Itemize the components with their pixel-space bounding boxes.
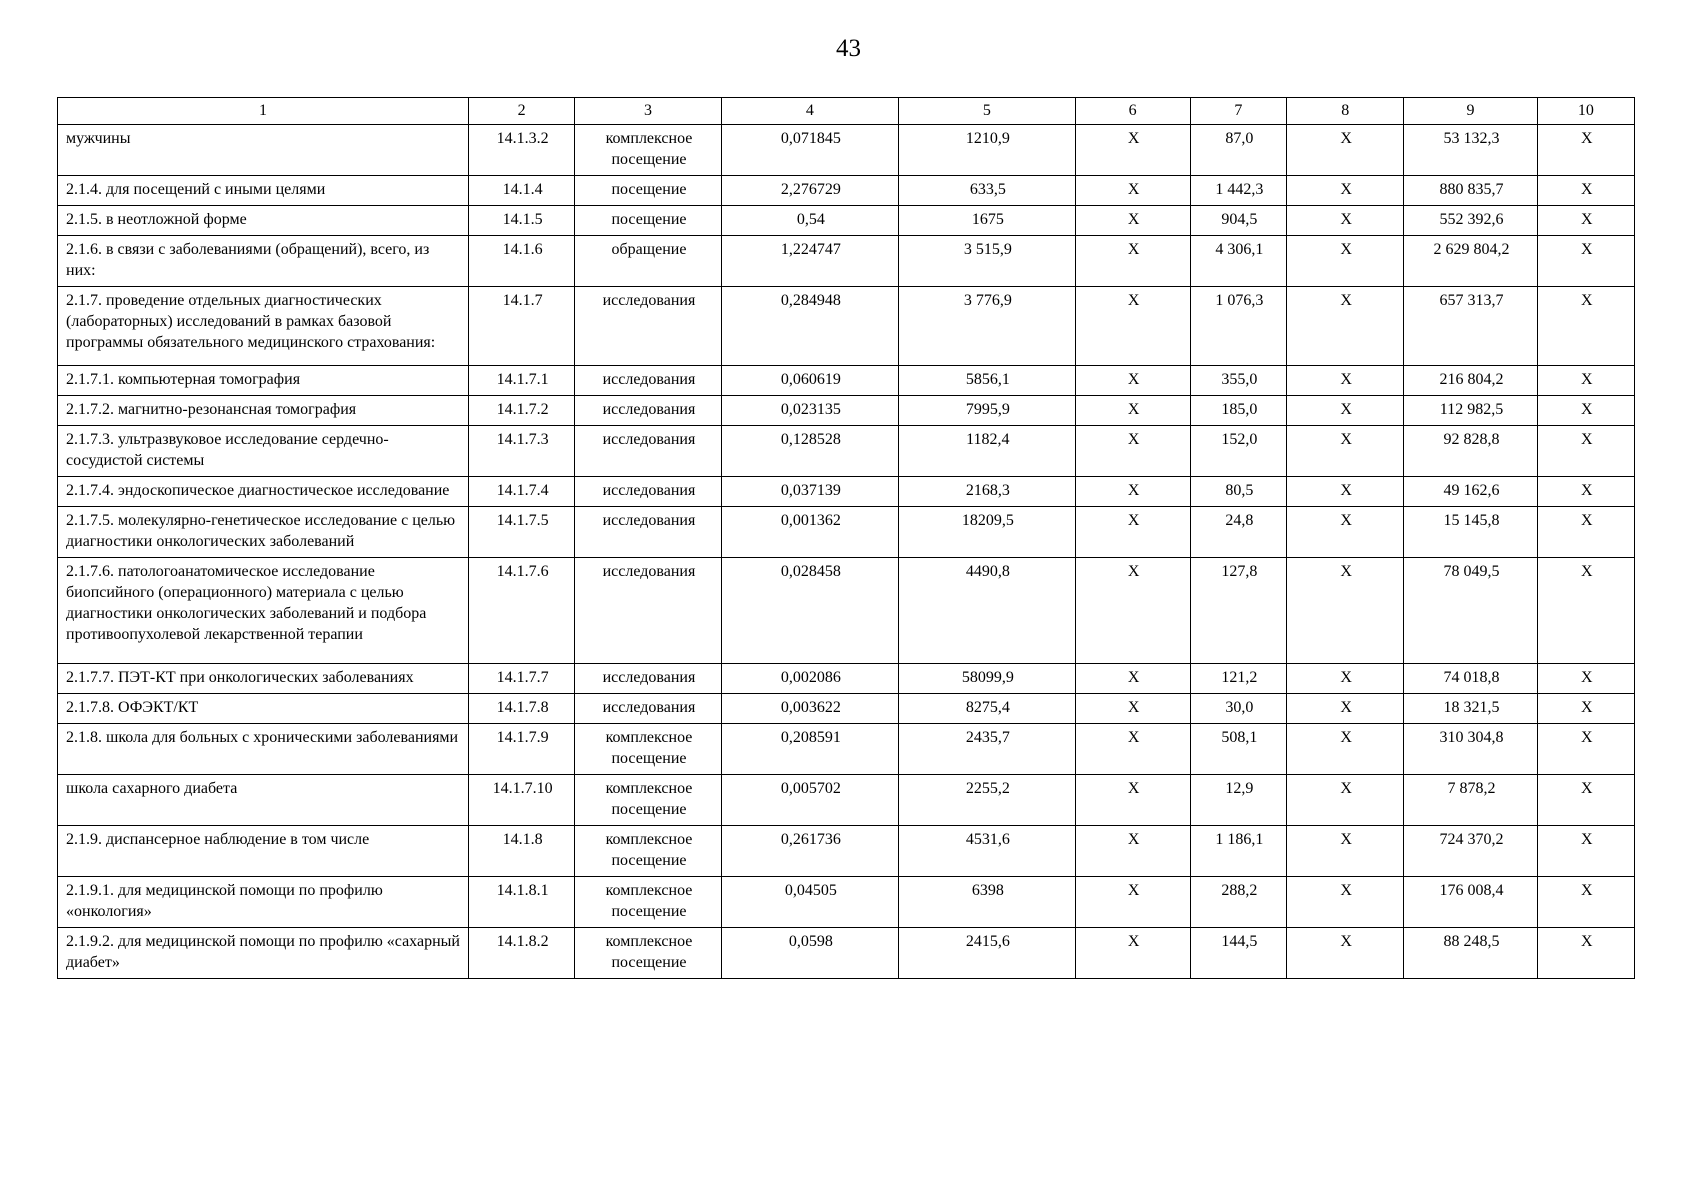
row-value-cell: 1675 xyxy=(899,206,1075,236)
row-value-cell: Х xyxy=(1287,396,1404,426)
row-value-cell: Х xyxy=(1075,366,1190,396)
row-value-cell: Х xyxy=(1075,507,1190,558)
row-unit-cell: обращение xyxy=(575,236,721,287)
page-number: 43 xyxy=(836,35,861,62)
row-value-cell: Х xyxy=(1287,877,1404,928)
row-value-cell: 0,0598 xyxy=(721,928,898,979)
row-value-cell: 185,0 xyxy=(1190,396,1286,426)
row-value-cell: 4 306,1 xyxy=(1190,236,1286,287)
row-name-cell: 2.1.9. диспансерное наблюдение в том числе xyxy=(58,826,469,877)
row-value-cell: Х xyxy=(1537,366,1634,396)
row-unit-cell: исследования xyxy=(575,287,721,366)
row-value-cell: 2,276729 xyxy=(721,176,898,206)
row-value-cell: 0,005702 xyxy=(721,775,898,826)
row-unit-cell: посещение xyxy=(575,206,721,236)
row-value-cell: Х xyxy=(1075,477,1190,507)
row-value-cell: 7 878,2 xyxy=(1404,775,1537,826)
row-value-cell: Х xyxy=(1287,366,1404,396)
row-value-cell: 552 392,6 xyxy=(1404,206,1537,236)
table-row xyxy=(58,477,1635,507)
row-value-cell: 18209,5 xyxy=(899,507,1075,558)
data-table xyxy=(57,97,1635,979)
row-value-cell: Х xyxy=(1537,664,1634,694)
column-header: 8 xyxy=(1287,98,1404,125)
row-value-cell: 4531,6 xyxy=(899,826,1075,877)
row-value-cell: 18 321,5 xyxy=(1404,694,1537,724)
row-value-cell: Х xyxy=(1075,694,1190,724)
row-value-cell: 87,0 xyxy=(1190,125,1286,176)
table-row xyxy=(58,826,1635,877)
row-value-cell: Х xyxy=(1075,826,1190,877)
table-row xyxy=(58,928,1635,979)
row-value-cell: 0,54 xyxy=(721,206,898,236)
row-value-cell: 1182,4 xyxy=(899,426,1075,477)
row-value-cell: Х xyxy=(1537,176,1634,206)
row-code-cell: 14.1.7.6 xyxy=(469,558,575,664)
row-code-cell: 14.1.4 xyxy=(469,176,575,206)
row-value-cell: Х xyxy=(1075,396,1190,426)
row-value-cell: Х xyxy=(1287,928,1404,979)
column-header: 1 xyxy=(58,98,469,125)
row-value-cell: Х xyxy=(1537,396,1634,426)
row-code-cell: 14.1.7.9 xyxy=(469,724,575,775)
row-value-cell: Х xyxy=(1075,287,1190,366)
row-code-cell: 14.1.7.5 xyxy=(469,507,575,558)
row-value-cell: 121,2 xyxy=(1190,664,1286,694)
column-header: 7 xyxy=(1190,98,1286,125)
row-value-cell: Х xyxy=(1287,724,1404,775)
row-name-cell: мужчины xyxy=(58,125,469,176)
row-name-cell: 2.1.7.6. патологоанатомическое исследование биопсийного (операционного) материала с целью диагностики онкологических заболеваний и подбора противоопухолевой лекарственной терапии xyxy=(58,558,469,664)
row-value-cell: 53 132,3 xyxy=(1404,125,1537,176)
row-name-cell: 2.1.7.2. магнитно-резонансная томография xyxy=(58,396,469,426)
row-value-cell: 288,2 xyxy=(1190,877,1286,928)
row-name-cell: 2.1.5. в неотложной форме xyxy=(58,206,469,236)
row-code-cell: 14.1.7 xyxy=(469,287,575,366)
row-value-cell: 0,003622 xyxy=(721,694,898,724)
row-value-cell: 0,208591 xyxy=(721,724,898,775)
row-value-cell: 74 018,8 xyxy=(1404,664,1537,694)
row-code-cell: 14.1.7.2 xyxy=(469,396,575,426)
row-value-cell: 58099,9 xyxy=(899,664,1075,694)
row-value-cell: Х xyxy=(1537,826,1634,877)
row-value-cell: 78 049,5 xyxy=(1404,558,1537,664)
row-value-cell: 216 804,2 xyxy=(1404,366,1537,396)
row-value-cell: Х xyxy=(1537,775,1634,826)
row-value-cell: Х xyxy=(1287,664,1404,694)
row-value-cell: 2435,7 xyxy=(899,724,1075,775)
row-value-cell: Х xyxy=(1287,287,1404,366)
row-unit-cell: комплексное посещение xyxy=(575,125,721,176)
row-unit-cell: посещение xyxy=(575,176,721,206)
table-row xyxy=(58,236,1635,287)
row-value-cell: Х xyxy=(1287,206,1404,236)
row-unit-cell: исследования xyxy=(575,366,721,396)
row-value-cell: 112 982,5 xyxy=(1404,396,1537,426)
row-value-cell: Х xyxy=(1287,125,1404,176)
row-value-cell: 1 186,1 xyxy=(1190,826,1286,877)
row-value-cell: Х xyxy=(1537,507,1634,558)
row-value-cell: 3 776,9 xyxy=(899,287,1075,366)
row-name-cell: 2.1.7.8. ОФЭКТ/КТ xyxy=(58,694,469,724)
row-code-cell: 14.1.8 xyxy=(469,826,575,877)
row-code-cell: 14.1.7.7 xyxy=(469,664,575,694)
row-value-cell: 1 076,3 xyxy=(1190,287,1286,366)
header-row xyxy=(58,98,1635,125)
column-header: 3 xyxy=(575,98,721,125)
row-code-cell: 14.1.3.2 xyxy=(469,125,575,176)
row-value-cell: 1210,9 xyxy=(899,125,1075,176)
row-code-cell: 14.1.8.2 xyxy=(469,928,575,979)
row-value-cell: 0,04505 xyxy=(721,877,898,928)
row-value-cell: 24,8 xyxy=(1190,507,1286,558)
row-value-cell: Х xyxy=(1287,426,1404,477)
row-value-cell: Х xyxy=(1075,236,1190,287)
row-name-cell: 2.1.7.4. эндоскопическое диагностическое исследование xyxy=(58,477,469,507)
row-name-cell: 2.1.8. школа для больных с хроническими заболеваниями xyxy=(58,724,469,775)
row-unit-cell: исследования xyxy=(575,396,721,426)
row-unit-cell: исследования xyxy=(575,477,721,507)
column-header: 6 xyxy=(1075,98,1190,125)
row-code-cell: 14.1.7.4 xyxy=(469,477,575,507)
row-value-cell: 176 008,4 xyxy=(1404,877,1537,928)
row-unit-cell: исследования xyxy=(575,664,721,694)
row-unit-cell: комплексное посещение xyxy=(575,826,721,877)
row-value-cell: 0,060619 xyxy=(721,366,898,396)
row-value-cell: Х xyxy=(1537,477,1634,507)
row-value-cell: 0,071845 xyxy=(721,125,898,176)
row-value-cell: 1 442,3 xyxy=(1190,176,1286,206)
column-header: 10 xyxy=(1537,98,1634,125)
row-value-cell: Х xyxy=(1287,236,1404,287)
row-value-cell: Х xyxy=(1075,176,1190,206)
row-value-cell: 4490,8 xyxy=(899,558,1075,664)
row-value-cell: 49 162,6 xyxy=(1404,477,1537,507)
row-code-cell: 14.1.7.8 xyxy=(469,694,575,724)
row-value-cell: 127,8 xyxy=(1190,558,1286,664)
row-value-cell: Х xyxy=(1287,507,1404,558)
row-value-cell: Х xyxy=(1537,206,1634,236)
row-unit-cell: исследования xyxy=(575,694,721,724)
row-name-cell: 2.1.7. проведение отдельных диагностических (лабораторных) исследований в рамках базовой программы обязательного медицинского страхования: xyxy=(58,287,469,366)
table-row xyxy=(58,558,1635,664)
row-value-cell: 0,037139 xyxy=(721,477,898,507)
row-value-cell: Х xyxy=(1537,724,1634,775)
column-header: 4 xyxy=(721,98,898,125)
row-code-cell: 14.1.6 xyxy=(469,236,575,287)
row-value-cell: 724 370,2 xyxy=(1404,826,1537,877)
row-name-cell: 2.1.4. для посещений с иными целями xyxy=(58,176,469,206)
row-value-cell: 152,0 xyxy=(1190,426,1286,477)
table-row xyxy=(58,775,1635,826)
row-unit-cell: комплексное посещение xyxy=(575,724,721,775)
row-unit-cell: комплексное посещение xyxy=(575,877,721,928)
row-value-cell: 657 313,7 xyxy=(1404,287,1537,366)
row-value-cell: Х xyxy=(1075,877,1190,928)
row-value-cell: Х xyxy=(1287,558,1404,664)
table-row xyxy=(58,125,1635,176)
row-value-cell: Х xyxy=(1537,287,1634,366)
table-row xyxy=(58,426,1635,477)
row-value-cell: 880 835,7 xyxy=(1404,176,1537,206)
row-unit-cell: исследования xyxy=(575,507,721,558)
row-value-cell: 15 145,8 xyxy=(1404,507,1537,558)
row-value-cell: Х xyxy=(1287,826,1404,877)
table-row xyxy=(58,366,1635,396)
row-value-cell: 1,224747 xyxy=(721,236,898,287)
table-row xyxy=(58,664,1635,694)
row-value-cell: Х xyxy=(1075,664,1190,694)
row-value-cell: Х xyxy=(1075,724,1190,775)
row-value-cell: 0,001362 xyxy=(721,507,898,558)
row-code-cell: 14.1.7.3 xyxy=(469,426,575,477)
table-row xyxy=(58,724,1635,775)
row-name-cell: 2.1.7.1. компьютерная томография xyxy=(58,366,469,396)
row-value-cell: 508,1 xyxy=(1190,724,1286,775)
row-value-cell: Х xyxy=(1287,477,1404,507)
row-value-cell: Х xyxy=(1075,426,1190,477)
column-header: 5 xyxy=(899,98,1075,125)
row-value-cell: 30,0 xyxy=(1190,694,1286,724)
row-value-cell: 310 304,8 xyxy=(1404,724,1537,775)
row-value-cell: 0,261736 xyxy=(721,826,898,877)
column-header: 9 xyxy=(1404,98,1537,125)
row-name-cell: 2.1.7.3. ультразвуковое исследование сердечно-сосудистой системы xyxy=(58,426,469,477)
row-value-cell: 0,028458 xyxy=(721,558,898,664)
row-value-cell: 12,9 xyxy=(1190,775,1286,826)
row-value-cell: Х xyxy=(1537,236,1634,287)
row-value-cell: 3 515,9 xyxy=(899,236,1075,287)
row-name-cell: 2.1.6. в связи с заболеваниями (обращений), всего, из них: xyxy=(58,236,469,287)
row-value-cell: Х xyxy=(1075,125,1190,176)
table-row xyxy=(58,396,1635,426)
row-value-cell: 144,5 xyxy=(1190,928,1286,979)
row-name-cell: школа сахарного диабета xyxy=(58,775,469,826)
row-name-cell: 2.1.7.7. ПЭТ-КТ при онкологических заболеваниях xyxy=(58,664,469,694)
table-row xyxy=(58,507,1635,558)
row-value-cell: 88 248,5 xyxy=(1404,928,1537,979)
row-value-cell: Х xyxy=(1537,558,1634,664)
row-value-cell: 0,128528 xyxy=(721,426,898,477)
row-unit-cell: комплексное посещение xyxy=(575,928,721,979)
row-value-cell: Х xyxy=(1075,206,1190,236)
row-value-cell: 633,5 xyxy=(899,176,1075,206)
table-row xyxy=(58,694,1635,724)
row-value-cell: Х xyxy=(1537,877,1634,928)
row-code-cell: 14.1.5 xyxy=(469,206,575,236)
row-value-cell: 0,284948 xyxy=(721,287,898,366)
row-value-cell: Х xyxy=(1537,426,1634,477)
row-unit-cell: исследования xyxy=(575,558,721,664)
row-value-cell: 7995,9 xyxy=(899,396,1075,426)
row-name-cell: 2.1.9.2. для медицинской помощи по профилю «сахарный диабет» xyxy=(58,928,469,979)
row-code-cell: 14.1.7.10 xyxy=(469,775,575,826)
row-value-cell: Х xyxy=(1075,558,1190,664)
table-row xyxy=(58,287,1635,366)
column-header: 2 xyxy=(469,98,575,125)
table-row xyxy=(58,877,1635,928)
row-value-cell: Х xyxy=(1287,176,1404,206)
row-value-cell: 5856,1 xyxy=(899,366,1075,396)
row-value-cell: 2168,3 xyxy=(899,477,1075,507)
row-value-cell: 904,5 xyxy=(1190,206,1286,236)
row-name-cell: 2.1.7.5. молекулярно-генетическое исследование с целью диагностики онкологических заболеваний xyxy=(58,507,469,558)
table-row xyxy=(58,176,1635,206)
row-value-cell: Х xyxy=(1287,775,1404,826)
row-value-cell: Х xyxy=(1075,928,1190,979)
row-value-cell: 2255,2 xyxy=(899,775,1075,826)
table-row xyxy=(58,206,1635,236)
row-name-cell: 2.1.9.1. для медицинской помощи по профилю «онкология» xyxy=(58,877,469,928)
row-value-cell: 355,0 xyxy=(1190,366,1286,396)
row-value-cell: 2415,6 xyxy=(899,928,1075,979)
row-value-cell: 0,002086 xyxy=(721,664,898,694)
row-value-cell: 92 828,8 xyxy=(1404,426,1537,477)
row-value-cell: Х xyxy=(1537,125,1634,176)
row-unit-cell: комплексное посещение xyxy=(575,775,721,826)
row-value-cell: 8275,4 xyxy=(899,694,1075,724)
row-value-cell: Х xyxy=(1287,694,1404,724)
row-value-cell: 6398 xyxy=(899,877,1075,928)
row-unit-cell: исследования xyxy=(575,426,721,477)
row-value-cell: Х xyxy=(1537,928,1634,979)
row-value-cell: 0,023135 xyxy=(721,396,898,426)
row-value-cell: Х xyxy=(1075,775,1190,826)
row-value-cell: 80,5 xyxy=(1190,477,1286,507)
row-code-cell: 14.1.8.1 xyxy=(469,877,575,928)
row-value-cell: 2 629 804,2 xyxy=(1404,236,1537,287)
row-value-cell: Х xyxy=(1537,694,1634,724)
row-code-cell: 14.1.7.1 xyxy=(469,366,575,396)
